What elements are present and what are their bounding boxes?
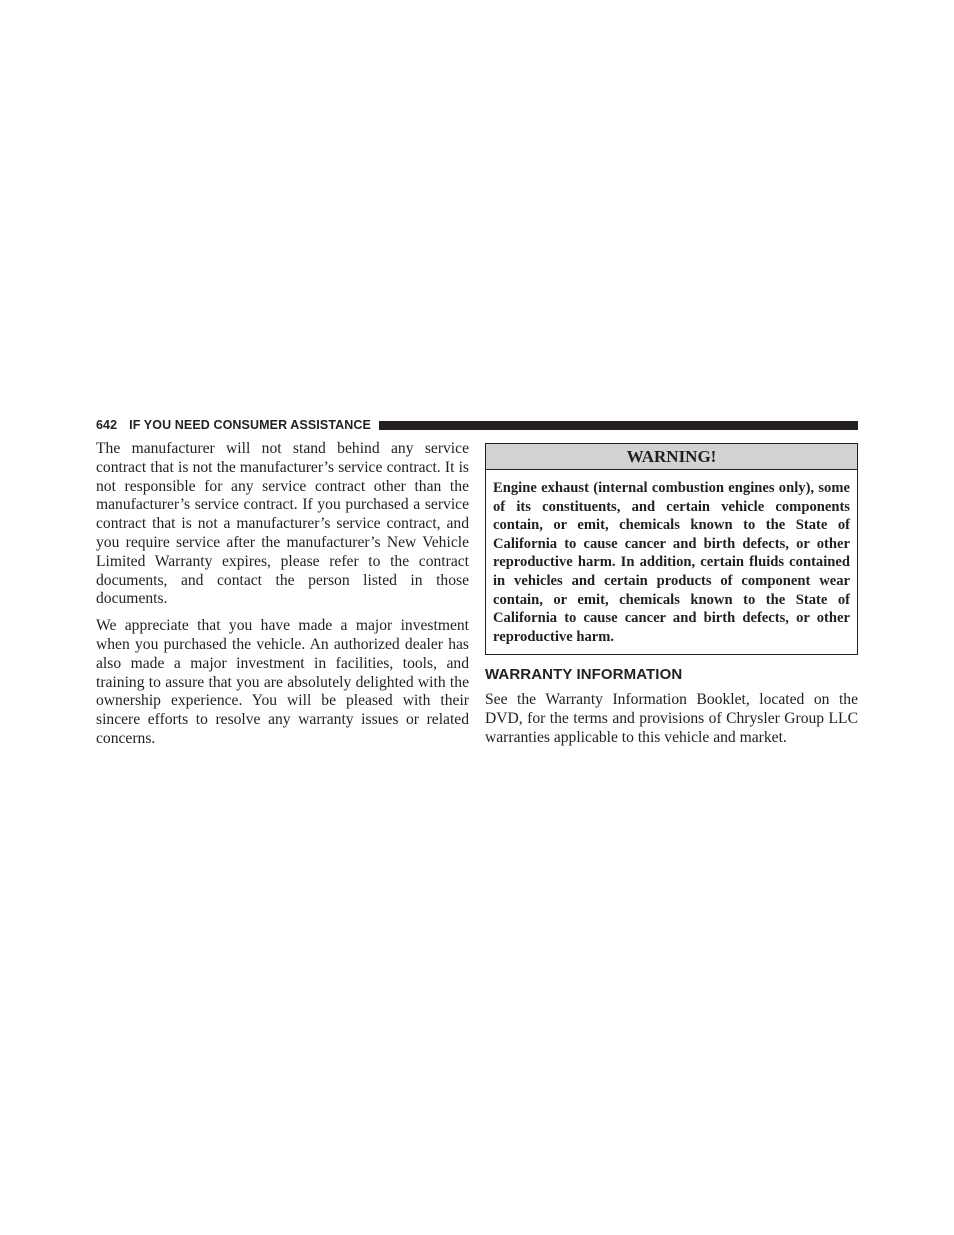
warning-title: WARNING!: [486, 444, 857, 470]
header-rule: [379, 421, 858, 430]
page-number: 642: [96, 418, 118, 432]
right-column: [485, 443, 858, 756]
warranty-information-heading: WARRANTY INFORMATION: [485, 666, 683, 684]
warning-box: [485, 443, 858, 655]
left-column: [96, 440, 469, 757]
warning-text: Engine exhaust (internal combustion engines only), some of its constituents, and certain vehicle components contain, or emit, chemicals known to the State of California to cause cancer and birth defects, or other reproductive harm. In addition, certain fluids contained in vehicles and certain products of component wear contain, or emit, chemicals known to the State of California to cause cancer and birth defects, or other reproductive harm.: [493, 480, 850, 645]
page-header: [96, 416, 858, 434]
dealer-investment-paragraph: We appreciate that you have made a major investment when you purchased the vehicle. An authorized dealer has also made a major investment in facilities, tools, and training to assure that you are absolutely delighted with the ownership experience. You will be pleased with their sincere efforts to resolve any warranty issues or related concerns.: [96, 617, 469, 747]
service-contract-paragraph: The manufacturer will not stand behind any service contract that is not the manufacturer’s service contract. It is not responsible for any service contract other than the manufacturer’s service contract. If you purchased a service contract that is not a manufacturer’s service contract, and you require service after the manufacturer’s New Vehicle Limited Warranty expires, please refer to the contract documents, and contact the person listed in those documents.: [96, 440, 469, 608]
section-title: IF YOU NEED CONSUMER ASSISTANCE: [129, 418, 371, 432]
warranty-information-paragraph: See the Warranty Information Booklet, located on the DVD, for the terms and provisions of Chrysler Group LLC warranties applicable to this vehicle and market.: [485, 691, 858, 746]
